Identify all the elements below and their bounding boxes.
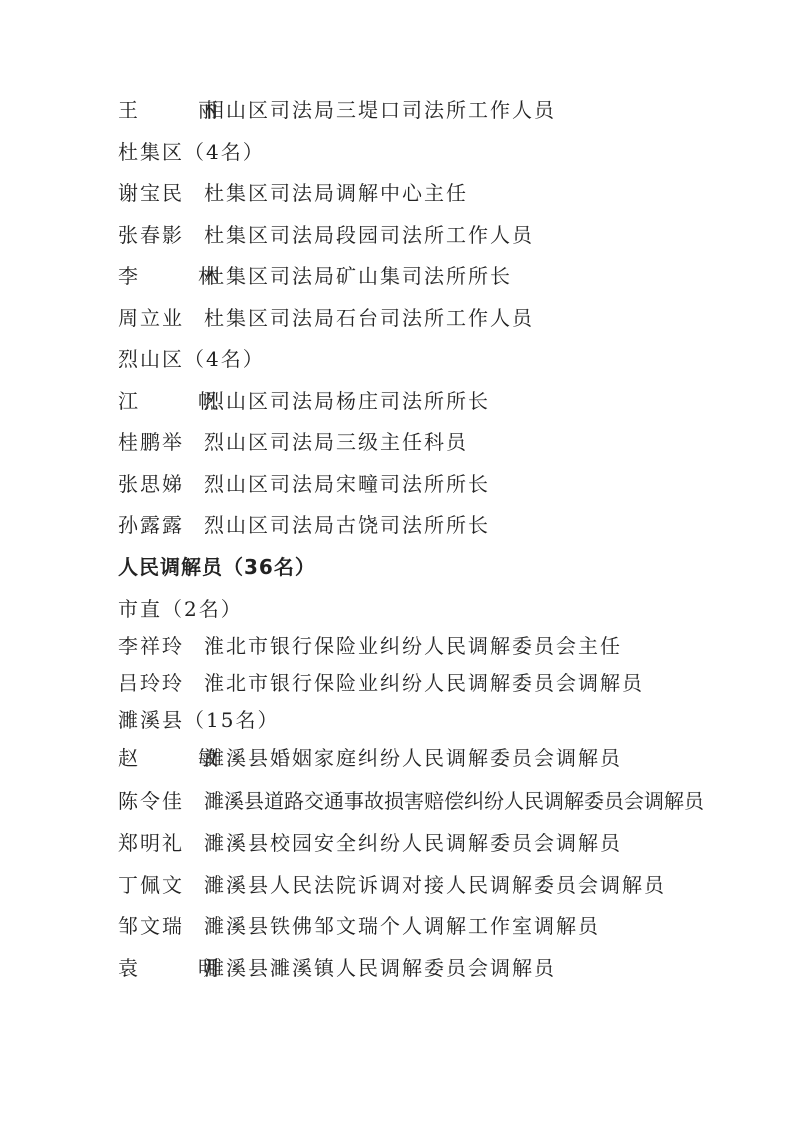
person-name: 王 丽 [118, 98, 238, 122]
group-title: 濉溪县（15名） [118, 708, 280, 732]
person-name: 张思娣 [118, 472, 184, 496]
person-name: 江 帆 [118, 389, 238, 413]
person-position: 濉溪县婚姻家庭纠纷人民调解委员会调解员 [204, 746, 622, 770]
person-position: 烈山区司法局古饶司法所所长 [204, 513, 490, 537]
person-name: 吕玲玲 [118, 671, 184, 695]
list-item [118, 789, 704, 813]
list-item [118, 306, 534, 330]
person-position: 烈山区司法局三级主任科员 [204, 430, 468, 454]
person-name: 孙露露 [118, 513, 184, 537]
list-item [118, 831, 622, 855]
list-item [118, 873, 666, 897]
list-item [118, 671, 644, 695]
person-position: 杜集区司法局调解中心主任 [204, 181, 468, 205]
person-name: 赵 敏 [118, 746, 238, 770]
group-title: 市直（2名） [118, 597, 243, 621]
person-position: 濉溪县校园安全纠纷人民调解委员会调解员 [204, 831, 622, 855]
group-title: 杜集区（4名） [118, 140, 265, 164]
person-position: 相山区司法局三堤口司法所工作人员 [204, 98, 556, 122]
person-position: 濉溪县铁佛邹文瑞个人调解工作室调解员 [204, 914, 600, 938]
person-position: 杜集区司法局石台司法所工作人员 [204, 306, 534, 330]
person-position: 淮北市银行保险业纠纷人民调解委员会主任 [204, 634, 622, 658]
list-item [118, 223, 534, 247]
person-name: 陈令佳 [118, 789, 184, 813]
list-item [118, 746, 622, 770]
person-position: 淮北市银行保险业纠纷人民调解委员会调解员 [204, 671, 644, 695]
person-name: 丁佩文 [118, 873, 184, 897]
list-item [118, 914, 600, 938]
person-name: 李祥玲 [118, 634, 184, 658]
person-name: 桂鹏举 [118, 430, 184, 454]
list-item [118, 513, 490, 537]
person-position: 濉溪县濉溪镇人民调解委员会调解员 [204, 956, 556, 980]
person-name: 谢宝民 [118, 181, 184, 205]
person-name: 李 林 [118, 264, 238, 288]
person-name: 周立业 [118, 306, 184, 330]
person-position: 濉溪县道路交通事故损害赔偿纠纷人民调解委员会调解员 [204, 789, 704, 813]
person-position: 杜集区司法局段园司法所工作人员 [204, 223, 534, 247]
list-item [118, 472, 490, 496]
person-name: 邹文瑞 [118, 914, 184, 938]
list-item [118, 634, 622, 658]
list-item [118, 956, 556, 980]
list-item [118, 389, 490, 413]
person-position: 烈山区司法局宋疃司法所所长 [204, 472, 490, 496]
person-name: 郑明礼 [118, 831, 184, 855]
list-item [118, 430, 468, 454]
list-item [118, 264, 512, 288]
list-item [118, 181, 468, 205]
group-title: 烈山区（4名） [118, 347, 265, 371]
section-heading: 人民调解员（36名） [118, 555, 316, 579]
person-name: 张春影 [118, 223, 184, 247]
list-item [118, 98, 556, 122]
person-position: 濉溪县人民法院诉调对接人民调解委员会调解员 [204, 873, 666, 897]
person-position: 烈山区司法局杨庄司法所所长 [204, 389, 490, 413]
person-name: 袁 明 [118, 956, 238, 980]
person-position: 杜集区司法局矿山集司法所所长 [204, 264, 512, 288]
